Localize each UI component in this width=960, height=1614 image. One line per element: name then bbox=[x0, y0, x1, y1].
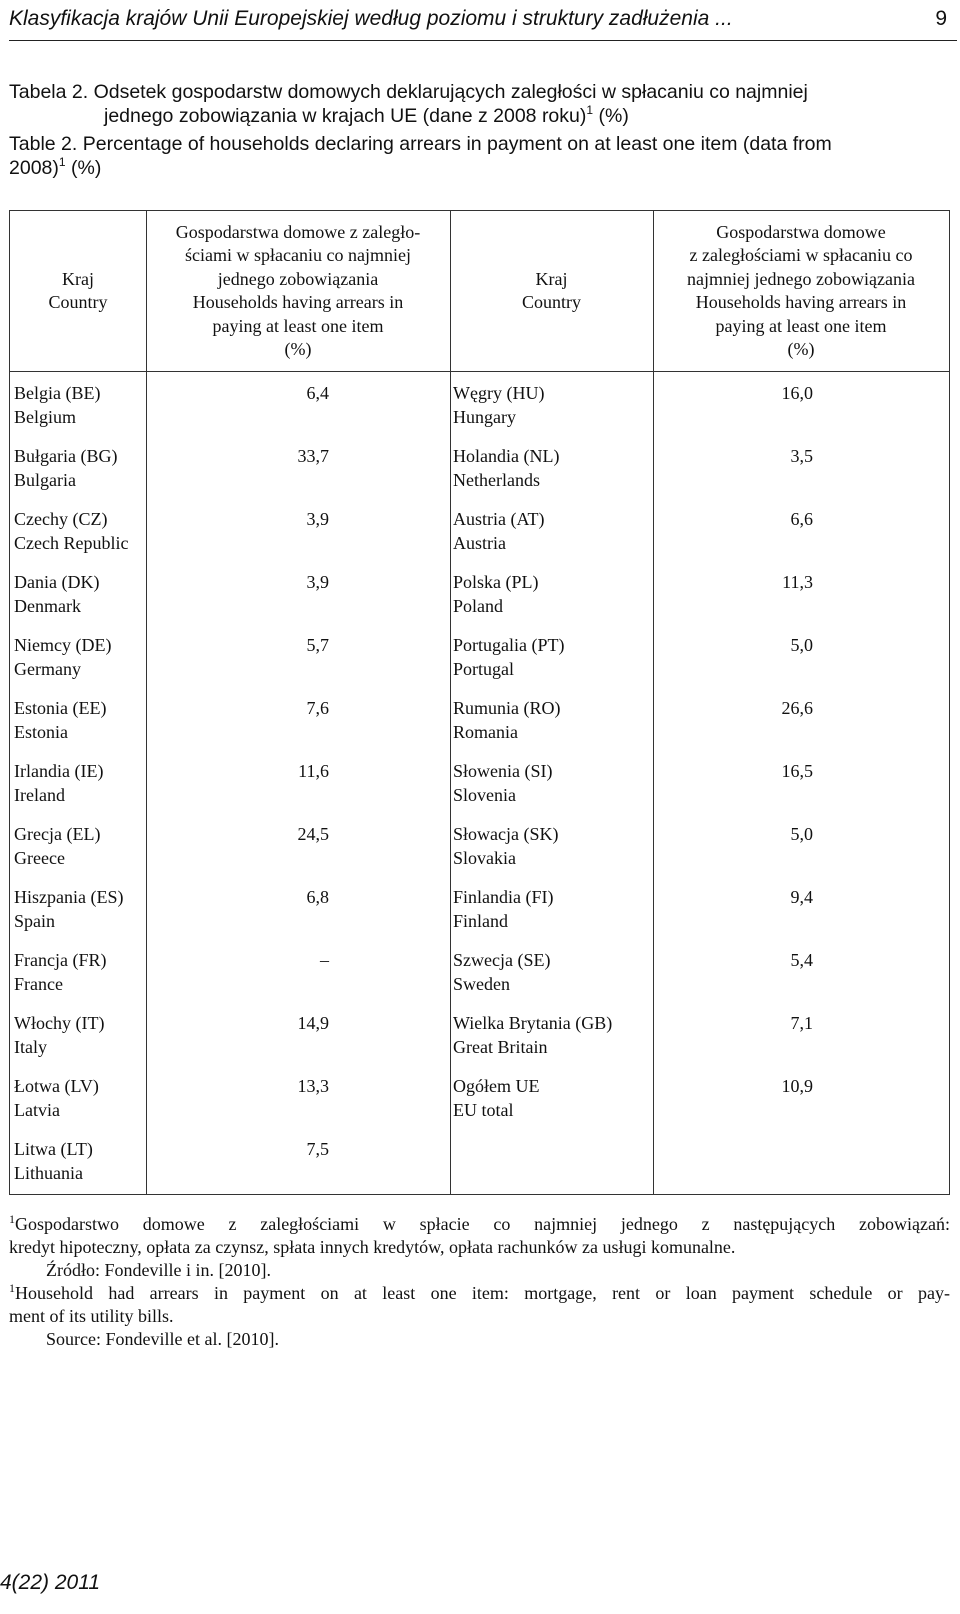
country-cell bbox=[453, 1074, 653, 1122]
country-cell bbox=[14, 822, 139, 870]
country-cell bbox=[453, 1011, 653, 1059]
country-name-en: Latvia bbox=[14, 1100, 60, 1120]
running-header bbox=[9, 6, 957, 41]
country-cell bbox=[14, 885, 139, 933]
header-text: (%) bbox=[284, 339, 312, 359]
table-caption-english bbox=[9, 132, 949, 180]
country-name-pl: Polska (PL) bbox=[453, 572, 539, 592]
header-text: paying at least one item bbox=[715, 315, 887, 336]
value-cell: 13,3 bbox=[297, 1076, 329, 1096]
country-cell bbox=[453, 633, 653, 681]
header-country-2 bbox=[450, 211, 653, 371]
table-row bbox=[10, 875, 949, 938]
country-name-pl: Belgia (BE) bbox=[14, 383, 101, 403]
country-cell bbox=[453, 822, 653, 870]
table-row bbox=[10, 434, 949, 497]
country-cell bbox=[14, 381, 139, 429]
country-name-en: Denmark bbox=[14, 596, 81, 616]
header-text: Kraj bbox=[535, 268, 568, 289]
footnote-english bbox=[9, 1282, 950, 1305]
country-name-pl: Wielka Brytania (GB) bbox=[453, 1013, 613, 1033]
country-name-pl: Bułgaria (BG) bbox=[14, 446, 118, 466]
country-name-pl: Austria (AT) bbox=[453, 509, 545, 529]
country-name-en: Finland bbox=[453, 911, 509, 931]
caption-line: Percentage of households declaring arrears in payment on at least one item (data from bbox=[82, 133, 832, 155]
country-name-pl: Niemcy (DE) bbox=[14, 635, 112, 655]
country-name-en: France bbox=[14, 974, 63, 994]
value-cell: 3,9 bbox=[306, 572, 329, 592]
country-name-pl: Słowenia (SI) bbox=[453, 761, 553, 781]
country-cell bbox=[14, 507, 139, 555]
caption-line: jednego zobowiązania w krajach UE (dane z 2008 roku) bbox=[104, 105, 587, 127]
country-name-en: Spain bbox=[14, 911, 56, 931]
value-cell: 24,5 bbox=[297, 824, 329, 844]
country-cell bbox=[14, 1011, 139, 1059]
country-name-en: Estonia bbox=[14, 722, 68, 742]
country-cell bbox=[14, 948, 139, 996]
header-text: Gospodarstwa domowe bbox=[716, 221, 886, 242]
country-name-en: Belgium bbox=[14, 407, 76, 427]
header-country-1 bbox=[10, 211, 146, 371]
country-cell bbox=[453, 507, 653, 555]
value-cell: 5,4 bbox=[790, 950, 813, 970]
caption-label: Table 2. bbox=[9, 133, 83, 155]
value-cell: 3,5 bbox=[790, 446, 813, 466]
footnote-marker: 1 bbox=[58, 155, 66, 169]
country-name-pl: Irlandia (IE) bbox=[14, 761, 104, 781]
value-cell: 5,7 bbox=[306, 635, 329, 655]
country-name-en: Romania bbox=[453, 722, 518, 742]
table-caption-polish bbox=[9, 80, 949, 128]
value-cell: 16,5 bbox=[781, 761, 813, 781]
footnote-marker: 1 bbox=[9, 1212, 15, 1226]
footnote-english-cont: ment of its utility bills. bbox=[9, 1306, 174, 1326]
country-name-pl: Estonia (EE) bbox=[14, 698, 107, 718]
page-number: 9 bbox=[935, 7, 947, 30]
value-cell: 9,4 bbox=[790, 887, 813, 907]
country-cell bbox=[453, 381, 653, 429]
country-name-en: Lithuania bbox=[14, 1163, 83, 1183]
country-name-en: Greece bbox=[14, 848, 65, 868]
country-cell bbox=[453, 570, 653, 618]
value-cell: 6,8 bbox=[306, 887, 329, 907]
header-text: Households having arrears in bbox=[192, 292, 404, 312]
header-text: paying at least one item bbox=[212, 315, 384, 336]
country-name-pl: Szwecja (SE) bbox=[453, 950, 551, 970]
country-name-pl: Dania (DK) bbox=[14, 572, 100, 592]
table-row bbox=[10, 938, 949, 1001]
country-name-en: Great Britain bbox=[453, 1037, 548, 1057]
value-cell: – bbox=[320, 950, 329, 970]
country-name-en: Italy bbox=[14, 1037, 47, 1057]
header-text: Gospodarstwa domowe z zaległo- bbox=[175, 221, 421, 242]
country-cell bbox=[453, 444, 653, 492]
value-cell: 5,0 bbox=[790, 635, 813, 655]
country-name-pl: Hiszpania (ES) bbox=[14, 887, 124, 907]
caption-unit: (%) bbox=[593, 105, 629, 127]
footnote-polish bbox=[9, 1213, 950, 1236]
table-row bbox=[10, 812, 949, 875]
country-name-en: Hungary bbox=[453, 407, 516, 427]
table-row bbox=[10, 686, 949, 749]
country-name-pl: Węgry (HU) bbox=[453, 383, 545, 403]
header-text: z zaległościami w spłacaniu co bbox=[689, 245, 913, 265]
table-row bbox=[10, 749, 949, 812]
value-cell: 14,9 bbox=[297, 1013, 329, 1033]
value-cell: 3,9 bbox=[306, 509, 329, 529]
header-value-2 bbox=[653, 211, 949, 371]
country-name-en: Poland bbox=[453, 596, 504, 616]
value-cell: 16,0 bbox=[781, 383, 813, 403]
value-cell: 7,1 bbox=[790, 1013, 813, 1033]
footnotes bbox=[9, 1213, 950, 1351]
table-row bbox=[10, 1001, 949, 1064]
source-english: Source: Fondeville et al. [2010]. bbox=[46, 1329, 279, 1349]
footnote-text: Household had arrears in payment on at least one item: mortgage, rent or loan payment schedule or pay- bbox=[15, 1283, 950, 1303]
country-name-pl: Holandia (NL) bbox=[453, 446, 560, 466]
value-cell: 11,6 bbox=[298, 761, 329, 781]
country-name-en: Austria bbox=[453, 533, 506, 553]
country-name-en: Czech Republic bbox=[14, 533, 129, 553]
journal-issue: 4(22) 2011 bbox=[0, 1571, 101, 1594]
header-text: ściami w spłacaniu co najmniej bbox=[185, 245, 411, 265]
caption-line: 2008) bbox=[9, 157, 59, 179]
country-name-en: Sweden bbox=[453, 974, 510, 994]
footnote-marker: 1 bbox=[9, 1281, 15, 1295]
header-text: najmniej jednego zobowiązania bbox=[687, 268, 915, 289]
country-name-en: Slovenia bbox=[453, 785, 516, 805]
country-name-en: Portugal bbox=[453, 659, 514, 679]
country-name-pl: Finlandia (FI) bbox=[453, 887, 554, 907]
country-cell bbox=[453, 759, 653, 807]
country-name-en: Netherlands bbox=[453, 470, 540, 490]
country-cell bbox=[14, 696, 139, 744]
footnote-marker: 1 bbox=[586, 103, 594, 117]
country-cell bbox=[453, 696, 653, 744]
table-row bbox=[10, 1127, 949, 1190]
value-cell: 6,6 bbox=[790, 509, 813, 529]
header-text: (%) bbox=[787, 339, 815, 359]
country-cell bbox=[14, 633, 139, 681]
country-name-pl: Włochy (IT) bbox=[14, 1013, 105, 1033]
country-cell bbox=[14, 570, 139, 618]
caption-line: Odsetek gospodarstw domowych deklarujących zaległości w spłacaniu co najmniej bbox=[93, 81, 808, 103]
country-name-pl: Grecja (EL) bbox=[14, 824, 101, 844]
source-polish: Źródło: Fondeville i in. [2010]. bbox=[46, 1260, 271, 1280]
header-text: Households having arrears in bbox=[695, 292, 907, 312]
value-cell: 33,7 bbox=[297, 446, 329, 466]
country-name-en: Ireland bbox=[14, 785, 65, 805]
value-cell: 7,6 bbox=[306, 698, 329, 718]
country-name-en: Bulgaria bbox=[14, 470, 76, 490]
header-value-1 bbox=[146, 211, 450, 371]
footnote-text: Gospodarstwo domowe z zaległościami w spłacie co najmniej jednego z następujących zobowiązań: bbox=[15, 1214, 950, 1234]
table-row bbox=[10, 560, 949, 623]
arrears-table bbox=[9, 210, 950, 1195]
country-cell bbox=[14, 1074, 139, 1122]
table-row bbox=[10, 371, 949, 434]
value-cell: 6,4 bbox=[306, 383, 329, 403]
country-cell bbox=[14, 444, 139, 492]
value-cell: 7,5 bbox=[306, 1139, 329, 1159]
header-text: jednego zobowiązania bbox=[217, 268, 379, 289]
table-row bbox=[10, 623, 949, 686]
table-row bbox=[10, 497, 949, 560]
value-cell: 10,9 bbox=[781, 1076, 813, 1096]
value-cell: 26,6 bbox=[781, 698, 813, 718]
header-text: Kraj bbox=[62, 268, 94, 289]
country-name-en: Germany bbox=[14, 659, 81, 679]
country-name-pl: Portugalia (PT) bbox=[453, 635, 565, 655]
caption-unit: (%) bbox=[65, 157, 102, 179]
table-row bbox=[10, 1064, 949, 1127]
country-name-pl: Czechy (CZ) bbox=[14, 509, 108, 529]
value-cell: 11,3 bbox=[782, 572, 813, 592]
country-cell bbox=[14, 759, 139, 807]
country-name-pl: Litwa (LT) bbox=[14, 1139, 93, 1159]
header-text: Country bbox=[521, 292, 581, 312]
country-cell bbox=[14, 1137, 139, 1185]
country-name-pl: Ogółem UE bbox=[453, 1076, 540, 1096]
footnote-polish-cont: kredyt hipoteczny, opłata za czynsz, spłata innych kredytów, opłata rachunków za usługi komunalne. bbox=[9, 1237, 736, 1257]
country-name-en: Slovakia bbox=[453, 848, 516, 868]
country-cell bbox=[453, 948, 653, 996]
country-name-en: EU total bbox=[453, 1100, 514, 1120]
caption-label: Tabela 2. bbox=[9, 81, 94, 103]
country-cell bbox=[453, 885, 653, 933]
value-cell: 5,0 bbox=[790, 824, 813, 844]
country-name-pl: Łotwa (LV) bbox=[14, 1076, 99, 1096]
country-name-pl: Rumunia (RO) bbox=[453, 698, 561, 718]
country-name-pl: Francja (FR) bbox=[14, 950, 107, 970]
country-name-pl: Słowacja (SK) bbox=[453, 824, 559, 844]
running-header-title: Klasyfikacja krajów Unii Europejskiej według poziomu i struktury zadłużenia ... bbox=[9, 7, 733, 30]
header-text: Country bbox=[48, 292, 108, 312]
